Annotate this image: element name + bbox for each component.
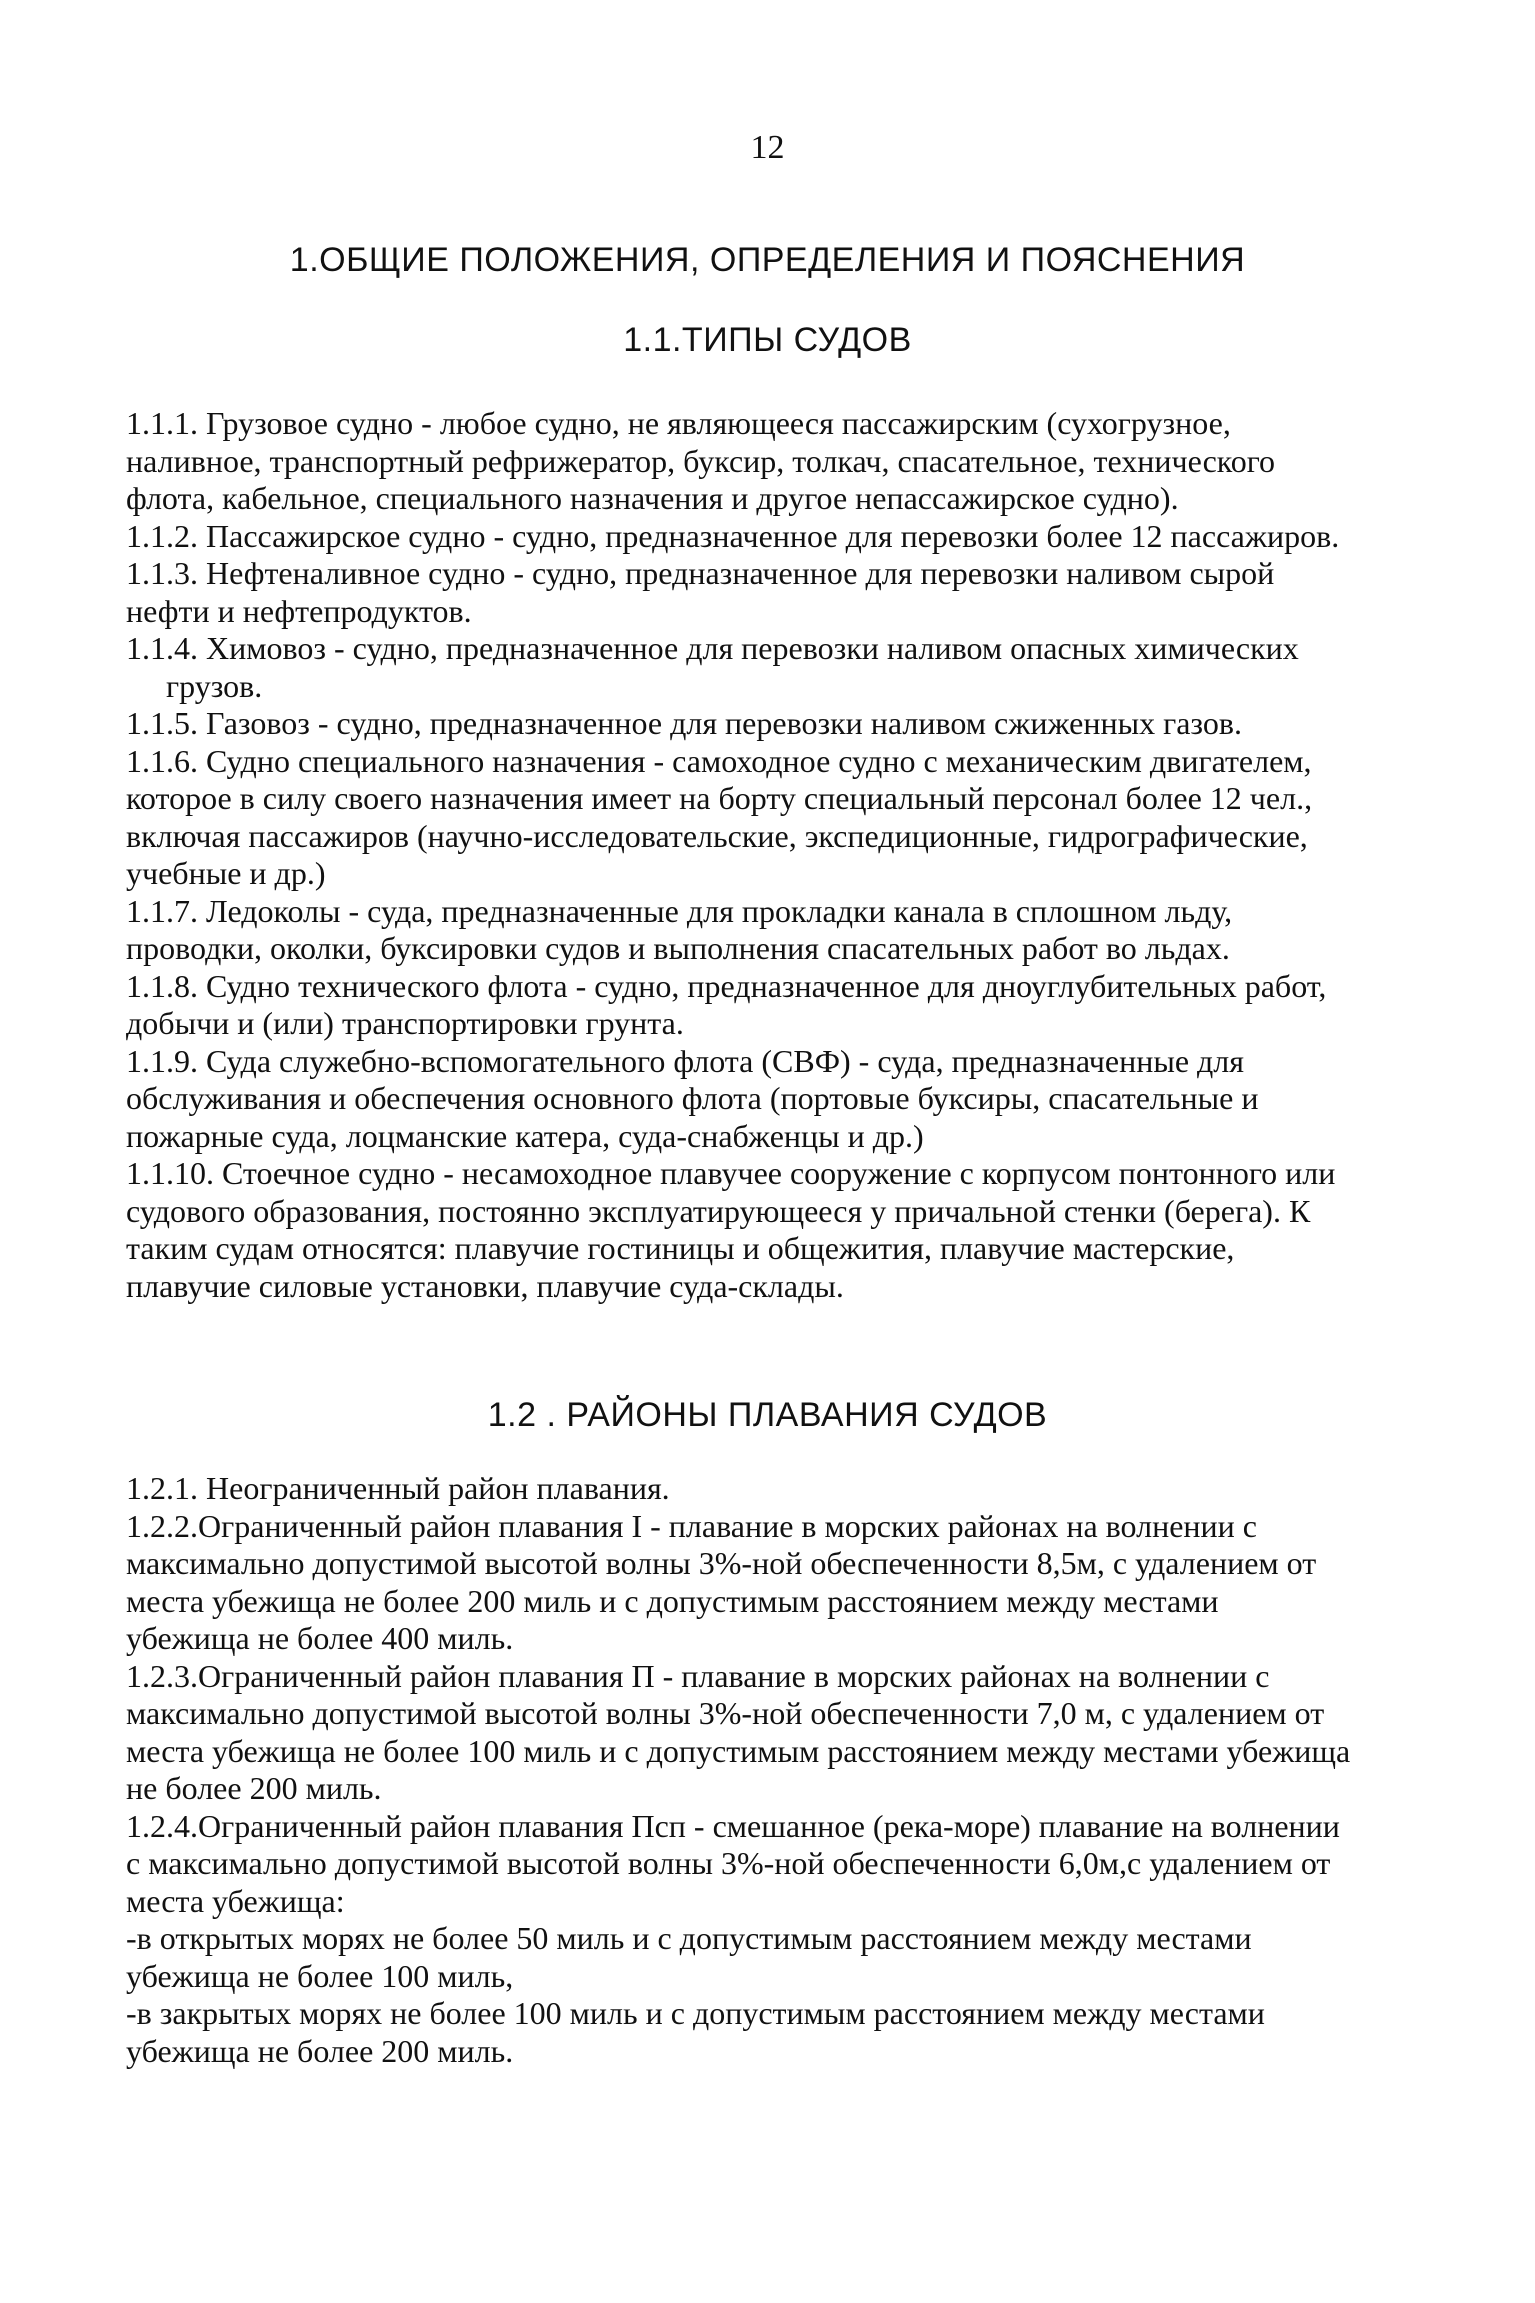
text-line: плавучие силовые установки, плавучие суда-склады. (126, 1267, 844, 1304)
text-line: судового образования, постоянно эксплуатирующееся у причальной стенки (берега). К (126, 1192, 1311, 1229)
text-line: 1.1.4. Химовоз - судно, предназначенное для перевозки наливом опасных химических (126, 630, 1299, 666)
text-line: 1.2.1. Неограниченный район плавания. (126, 1470, 670, 1506)
text-line: пожарные суда, лоцманские катера, суда-снабженцы и др.) (126, 1117, 924, 1154)
text-line: 1.1.3. Нефтеналивное судно - судно, предназначенное для перевозки наливом сырой (126, 555, 1275, 591)
text-line: 1.1.9. Суда служебно-вспомогательного флота (СВФ) - суда, предназначенные для (126, 1042, 1244, 1079)
text-line: 1.1.7. Ледоколы - суда, предназначенные для прокладки канала в сплошном льду, (126, 892, 1233, 929)
ship-types-text (126, 405, 1426, 1305)
text-line: грузов. (166, 667, 263, 704)
subsection-title-navigation-areas: 1.2 . РАЙОНЫ ПЛАВАНИЯ СУДОВ (487, 1396, 1048, 1434)
text-line: убежища не более 100 миль, (126, 1957, 514, 1994)
text-line: флота, кабельное, специального назначения и другое непассажирское судно). (126, 480, 1179, 516)
text-line: с максимально допустимой высотой волны 3%-ной обеспеченности 6,0м,с удалением от (126, 1845, 1331, 1881)
text-line: -в открытых морях не более 50 миль и с допустимым расстоянием между местами (126, 1920, 1252, 1956)
text-line: 1.2.4.Ограниченный район плавания Псп - смешанное (река-море) плавание на волнении (126, 1807, 1340, 1844)
text-line: убежища не более 200 миль. (126, 2032, 514, 2069)
navigation-areas-text (126, 1470, 1426, 2070)
text-line: обслуживания и обеспечения основного флота (портовые буксиры, спасательные и (126, 1080, 1259, 1116)
text-line: включая пассажиров (научно-исследовательские, экспедиционные, гидрографические, (126, 817, 1308, 854)
text-line: 1.2.2.Ограниченный район плавания I - плавание в морских районах на волнении с (126, 1507, 1257, 1544)
text-line: -в закрытых морях не более 100 миль и с допустимым расстоянием между местами (126, 1995, 1265, 2031)
text-line: добычи и (или) транспортировки грунта. (126, 1005, 684, 1041)
text-line: максимально допустимой высотой волны 3%-ной обеспеченности 8,5м, с удалением от (126, 1545, 1317, 1581)
text-line: 1.1.1. Грузовое судно - любое судно, не являющееся пассажирским (сухогрузное, (126, 405, 1231, 441)
text-line: 1.1.2. Пассажирское судно - судно, предназначенное для перевозки более 12 пассажиров. (126, 517, 1340, 554)
text-line: не более 200 миль. (126, 1770, 382, 1806)
page-number: 12 (750, 129, 785, 166)
text-line: 1.1.8. Судно технического флота - судно, предназначенное для дноуглубительных работ, (126, 967, 1327, 1004)
text-line: наливное, транспортный рефрижератор, буксир, толкач, спасательное, технического (126, 442, 1276, 479)
text-line: нефти и нефтепродуктов. (126, 592, 472, 629)
text-line: 1.2.3.Ограниченный район плавания П - плавание в морских районах на волнении с (126, 1657, 1270, 1694)
text-line: таким судам относятся: плавучие гостиницы и общежития, плавучие мастерские, (126, 1230, 1235, 1266)
text-line: места убежища не более 100 миль и с допустимым расстоянием между местами убежища (126, 1732, 1351, 1769)
text-line: 1.1.10. Стоечное судно - несамоходное плавучее сооружение с корпусом понтонного или (126, 1155, 1336, 1191)
text-line: 1.1.5. Газовоз - судно, предназначенное для перевозки наливом сжиженных газов. (126, 705, 1242, 741)
section-title: 1.ОБЩИЕ ПОЛОЖЕНИЯ, ОПРЕДЕЛЕНИЯ И ПОЯСНЕНИЯ (289, 241, 1246, 279)
text-line: которое в силу своего назначения имеет на борту специальный персонал более 12 чел., (126, 780, 1313, 816)
text-line: максимально допустимой высотой волны 3%-ной обеспеченности 7,0 м, с удалением от (126, 1695, 1325, 1731)
subsection-title-ship-types: 1.1.ТИПЫ СУДОВ (623, 321, 912, 359)
text-line: проводки, околки, буксировки судов и выполнения спасательных работ во льдах. (126, 930, 1230, 966)
text-line: учебные и др.) (126, 855, 326, 891)
text-line: места убежища: (126, 1882, 345, 1919)
text-line: 1.1.6. Судно специального назначения - самоходное судно с механическим двигателем, (126, 742, 1312, 779)
text-line: убежища не более 400 миль. (126, 1620, 514, 1656)
text-line: места убежища не более 200 миль и с допустимым расстоянием между местами (126, 1582, 1219, 1619)
